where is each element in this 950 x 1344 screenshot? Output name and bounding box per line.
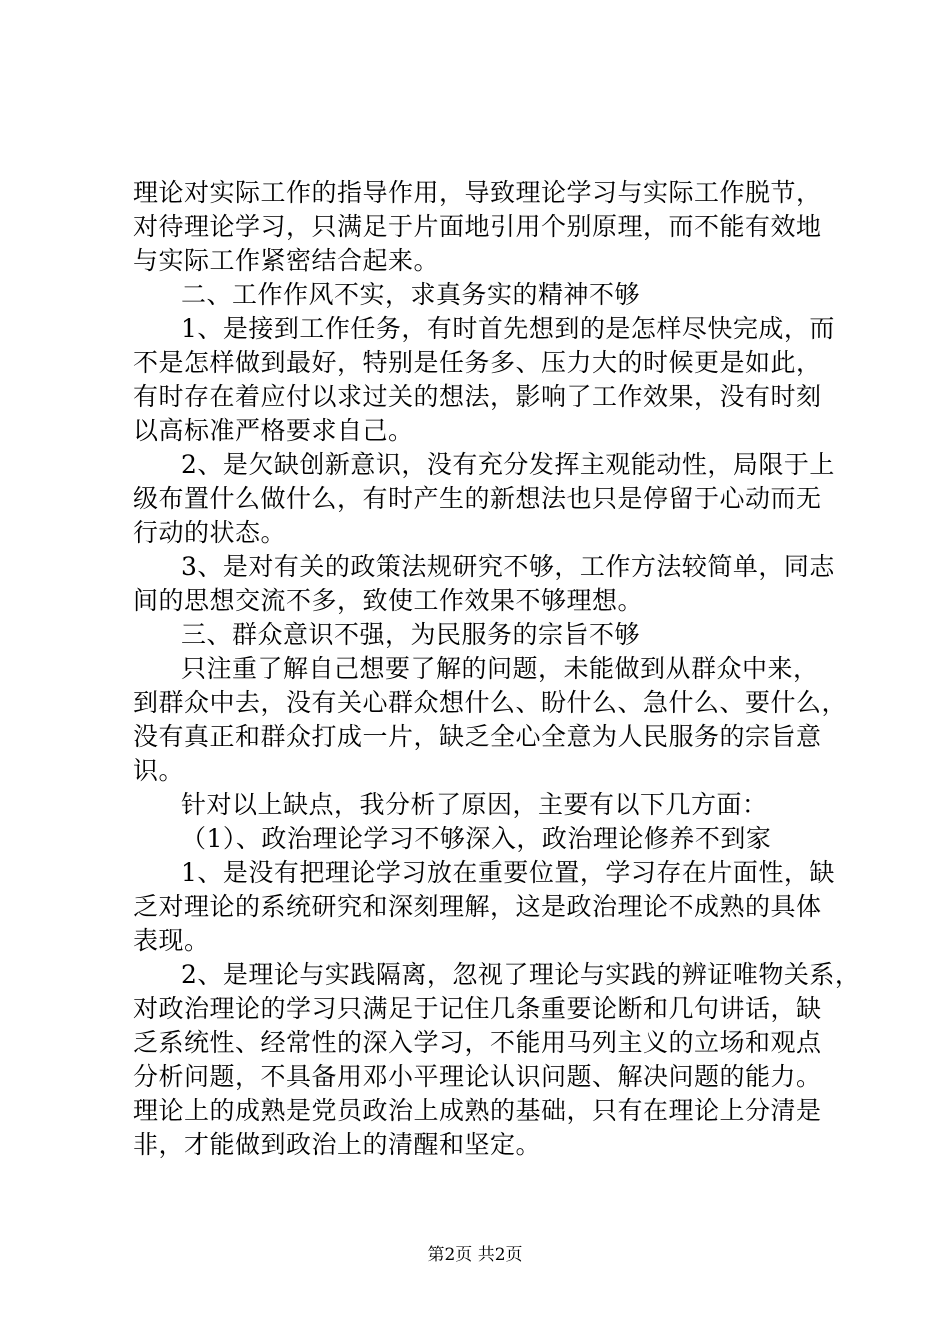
document-body xyxy=(133,176,861,1162)
text-line: 二、工作作风不实，求真务实的精神不够 xyxy=(181,280,641,309)
text-line: 对政治理论的学习只满足于记住几条重要论断和几句讲话，缺 xyxy=(133,994,822,1023)
text-line: 2、是理论与实践隔离，忽视了理论与实践的辨证唯物关系， xyxy=(181,960,861,989)
text-line: 与实际工作紧密结合起来。 xyxy=(133,246,440,275)
text-line: 分析问题，不具备用邓小平理论认识问题、解决问题的能力。 xyxy=(133,1062,822,1091)
page-footer xyxy=(0,1244,950,1266)
text-line: 到群众中去，没有关心群众想什么、盼什么、急什么、要什么， xyxy=(133,688,848,717)
text-line: 非，才能做到政治上的清醒和坚定。 xyxy=(133,1130,542,1159)
text-line: （1）、政治理论学习不够深入，政治理论修养不到家 xyxy=(181,824,772,853)
text-line: 3、是对有关的政策法规研究不够，工作方法较简单，同志 xyxy=(181,552,835,581)
page-number-label: 第2页 共2页 xyxy=(427,1245,523,1265)
text-line: 有时存在着应付以求过关的想法，影响了工作效果，没有时刻 xyxy=(133,382,822,411)
text-line: 乏对理论的系统研究和深刻理解，这是政治理论不成熟的具体 xyxy=(133,892,822,921)
text-line: 只注重了解自己想要了解的问题，未能做到从群众中来， xyxy=(181,654,819,683)
text-line: 三、群众意识不强，为民服务的宗旨不够 xyxy=(181,620,641,649)
text-line: 针对以上缺点，我分析了原因，主要有以下几方面： xyxy=(181,790,768,819)
text-line: 级布置什么做什么，有时产生的新想法也只是停留于心动而无 xyxy=(133,484,822,513)
text-line: 1、是接到工作任务，有时首先想到的是怎样尽快完成，而 xyxy=(181,314,835,343)
text-line: 没有真正和群众打成一片，缺乏全心全意为人民服务的宗旨意 xyxy=(133,722,822,751)
text-line: 对待理论学习，只满足于片面地引用个别原理，而不能有效地 xyxy=(133,212,822,241)
text-line: 理论上的成熟是党员政治上成熟的基础，只有在理论上分清是 xyxy=(133,1096,822,1125)
text-line: 表现。 xyxy=(133,926,210,955)
text-line: 乏系统性、经常性的深入学习，不能用马列主义的立场和观点 xyxy=(133,1028,822,1057)
text-line: 间的思想交流不多，致使工作效果不够理想。 xyxy=(133,586,644,615)
text-line: 行动的状态。 xyxy=(133,518,287,547)
text-line: 1、是没有把理论学习放在重要位置，学习存在片面性，缺 xyxy=(181,858,835,887)
text-line: 不是怎样做到最好，特别是任务多、压力大的时候更是如此， xyxy=(133,348,822,377)
text-line: 以高标准严格要求自己。 xyxy=(133,416,414,445)
text-line: 识。 xyxy=(133,756,185,785)
text-line: 2、是欠缺创新意识，没有充分发挥主观能动性，局限于上 xyxy=(181,450,835,479)
text-line: 理论对实际工作的指导作用，导致理论学习与实际工作脱节， xyxy=(133,178,822,207)
